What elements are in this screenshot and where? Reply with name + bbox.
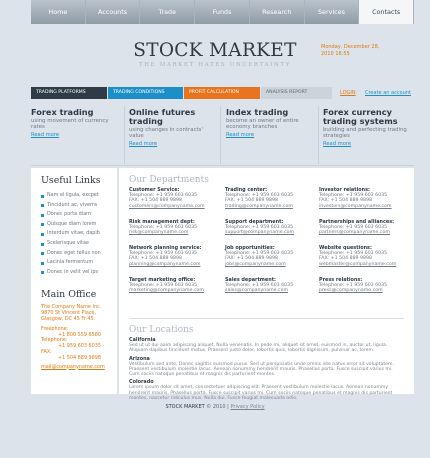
nav-item-home[interactable]: Home <box>31 0 86 24</box>
useful-link[interactable]: Nam el ligula, excpet <box>41 191 107 201</box>
departments-grid <box>129 187 404 315</box>
tab-profit-calculation[interactable]: PROFIT CALCULATION <box>184 87 260 99</box>
office-email-link[interactable]: mail@companyname.com <box>41 363 105 370</box>
location-name: Colorado <box>129 379 154 386</box>
sidebar <box>31 168 117 394</box>
department-telephone: Telephone: +1 959 603 6035 <box>319 193 388 198</box>
department-entry <box>319 277 411 294</box>
promo-divider <box>124 106 125 164</box>
nav-item-contacts[interactable]: Contacts <box>359 0 414 24</box>
top-nav <box>31 0 414 24</box>
department-name: Press relations: <box>319 277 363 283</box>
department-telephone: Telephone: +1 959 603 6035 <box>225 225 294 230</box>
promo-title: Forex currency trading systems <box>323 107 398 126</box>
department-fax: FAX: +1 504 889 9898 <box>319 198 372 204</box>
footer-brand: STOCK MARKET <box>165 404 205 410</box>
useful-link[interactable]: Donec eget tellus non <box>41 249 107 259</box>
promo-forex-systems <box>323 108 413 147</box>
department-entry <box>319 219 411 236</box>
useful-link[interactable]: Lacinia fermentum <box>41 258 107 268</box>
department-email-link[interactable]: support@companyname.com <box>225 230 295 236</box>
department-entry <box>129 187 221 209</box>
department-email-link[interactable]: jobs@companyname.com <box>225 261 286 267</box>
department-fax: FAX: +1 504 889 9898 <box>319 256 372 262</box>
site-logo[interactable]: STOCK MARKET <box>133 40 297 61</box>
login-link[interactable]: LOGIN <box>340 90 356 96</box>
department-telephone: Telephone: +1 959 603 6035 <box>225 193 294 198</box>
useful-link[interactable]: Quisque diam lorem <box>41 220 107 230</box>
department-telephone: Telephone: +1 959 603 6035 <box>129 193 198 198</box>
departments-heading: Our Departments <box>129 175 209 185</box>
site-tagline: THE MARKET HATES UNCERTAINTY <box>138 62 291 68</box>
fax-label: FAX: <box>41 348 52 355</box>
promo-title: Online futures trading <box>129 107 196 126</box>
tab-trading-conditions[interactable]: TRADING CONDITIONS <box>108 87 183 99</box>
department-name: Trading center: <box>225 187 268 193</box>
promo-forex-trading <box>31 108 121 138</box>
current-date <box>321 44 379 58</box>
department-email-link[interactable]: partners@companyname.com <box>319 230 390 236</box>
department-name: Target marketing office: <box>129 277 196 283</box>
department-email-link[interactable]: risk@companyname.com <box>129 230 189 236</box>
department-fax: FAX: +1 504 889 9898 <box>225 198 278 204</box>
read-more-link[interactable]: Read more <box>31 131 60 138</box>
nav-item-accounts[interactable]: Accounts <box>86 0 141 24</box>
useful-link[interactable]: Tincidunt ac, viverra <box>41 201 107 211</box>
department-entry <box>129 277 221 294</box>
department-telephone: Telephone: +1 959 603 6035 <box>225 283 294 288</box>
promo-title: Index trading <box>226 107 289 117</box>
department-name: Website questions: <box>319 245 372 251</box>
date-line-1: Monday, December 28, <box>321 44 380 50</box>
useful-links-heading: Useful Links <box>41 175 101 186</box>
telephone-label: Telephone: <box>41 337 68 344</box>
tab-trading-platforms[interactable]: TRADING PLATFORMS <box>31 87 107 99</box>
department-email-link[interactable]: marketing@companyname.com <box>129 288 204 294</box>
promo-text: using changes in contracts' value <box>129 127 203 140</box>
department-entry <box>225 245 317 267</box>
promo-text: become an owner of entire economy branches <box>226 118 299 131</box>
department-telephone: Telephone: +1 959 603 6035 <box>129 225 198 230</box>
department-email-link[interactable]: customers@companyname.com <box>129 203 205 209</box>
department-fax: FAX: +1 504 889 9898 <box>225 256 278 262</box>
department-telephone: Telephone: +1 959 603 6035 <box>225 251 294 256</box>
nav-item-research[interactable]: Research <box>250 0 305 24</box>
department-fax: FAX: +1 504 889 9898 <box>129 198 182 204</box>
department-name: Risk management dept: <box>129 219 195 225</box>
department-email-link[interactable]: press@companyname.com <box>319 288 383 294</box>
department-telephone: Telephone: +1 959 603 6035 <box>129 283 198 288</box>
department-name: Sales department: <box>225 277 276 283</box>
department-email-link[interactable]: planning@companyname.com <box>129 261 201 267</box>
locations-heading: Our Locations <box>129 325 194 335</box>
site-footer <box>0 397 430 417</box>
nav-item-trade[interactable]: Trade <box>140 0 195 24</box>
tab-analysis-report[interactable]: ANALYSIS REPORT <box>261 87 332 99</box>
department-entry <box>225 277 317 294</box>
department-entry <box>129 245 221 267</box>
department-entry <box>225 187 317 209</box>
privacy-policy-link[interactable]: Privacy Policy <box>230 404 265 410</box>
location-text: Vestibulum sed ante. Donec sagittis euismod purus. Sed ut perspiciatis unde omnis iste natus error sit voluptatem. Praesent vestibulum molestie lacus. Aenean nonummy hendrerit mauris. Phasellus porta. Fusce suscipit varius mi. Cum sociis natoque penatibus et magnis dis parturient montes. <box>129 361 394 378</box>
fax-value: +1 504 889 9898 <box>58 354 101 361</box>
promo-divider <box>220 106 221 164</box>
nav-item-services[interactable]: Services <box>305 0 360 24</box>
nav-item-funds[interactable]: Funds <box>195 0 250 24</box>
office-address-line: Glasgow, DC 45 Fr 45. <box>41 315 96 322</box>
promo-row <box>31 104 414 166</box>
department-name: Support department: <box>225 219 284 225</box>
useful-link[interactable]: Scelerisque vitae <box>41 239 107 249</box>
location-name: California <box>129 337 156 343</box>
location-text: Lorem ipsum dolor sit amet, consectetuer adipiscing elit. Praesent vestibulum molestie lacus. Aenean nonummy hendrerit mauris. Phasellus porta. Fusce suscipit varius mi. Cum sociis natoque penatibus et magnis dis parturient montes, nascetur ridiculus mus. Nulla dui. Fusce feugiat malesuada odio. <box>129 385 393 402</box>
read-more-link[interactable]: Read more <box>129 140 158 147</box>
feature-tabs <box>31 87 414 99</box>
department-telephone: Telephone: +1 959 603 6035 <box>319 251 388 256</box>
read-more-link[interactable]: Read more <box>226 131 255 138</box>
department-entry <box>225 219 317 236</box>
office-address-line: The Company Name Inc. <box>41 304 102 311</box>
freephone-label: Freephone: <box>41 325 69 332</box>
read-more-link[interactable]: Read more <box>323 140 352 147</box>
main-content <box>119 168 414 402</box>
location-text: Sed ut ut dui aaim adipiscing aliquet. Nulla venenatis. In pede mi, aliquet sit amet, euismod in, auctor ut, ligula. Aliquam dapibus tincidunt metus. Praesent justo dolor, lobortis quis, lobortis dignissim, pulvinar ac, lorem. <box>129 343 388 354</box>
department-name: Network planning service: <box>129 245 202 251</box>
department-telephone: Telephone: +1 959 603 6035 <box>319 283 388 288</box>
promo-title: Forex trading <box>31 107 94 117</box>
department-email-link[interactable]: trading@companyname.com <box>225 203 293 209</box>
promo-text: using movement of currency rates <box>31 118 109 131</box>
department-entry <box>319 245 411 267</box>
promo-divider <box>318 106 319 164</box>
office-address-line: 9870 St Vincent Place, <box>41 310 97 317</box>
department-entry <box>129 219 221 236</box>
location-name: Arizona <box>129 355 150 362</box>
useful-link[interactable]: Donec porta diam <box>41 210 107 220</box>
department-telephone: Telephone: +1 959 603 6035 <box>319 225 388 230</box>
section-divider <box>129 318 404 319</box>
promo-online-futures <box>129 108 219 147</box>
footer-copyright: © 2010 | <box>206 404 229 410</box>
promo-index-trading <box>226 108 316 138</box>
location-entry <box>129 356 404 378</box>
department-fax: FAX: +1 504 889 9898 <box>129 256 182 262</box>
department-telephone: Telephone: +1 959 603 6035 <box>129 251 198 256</box>
useful-link[interactable]: Interdum vitae, dapib <box>41 229 107 239</box>
useful-link[interactable]: Donec in velit vel ips <box>41 268 107 278</box>
freephone-value: +1 800 559 6580 <box>58 331 101 338</box>
create-account-link[interactable]: Create an account <box>365 90 411 96</box>
department-name: Job opportunities: <box>225 245 275 251</box>
department-email-link[interactable]: sales@companyname.com <box>225 288 289 294</box>
main-office-heading: Main Office <box>41 289 97 301</box>
department-name: Investor relations: <box>319 187 370 193</box>
department-name: Customer Service: <box>129 187 180 193</box>
useful-links-list <box>41 191 107 277</box>
department-name: Partnerships and alliances: <box>319 219 395 225</box>
telephone-value: +1 959 603 6035 <box>58 343 101 350</box>
department-email-link[interactable]: webmaster@companyname.com <box>319 261 397 267</box>
date-line-2: 2010 16:55 <box>321 51 350 57</box>
promo-text: building and perfecting trading strategies <box>323 127 407 140</box>
department-entry <box>319 187 411 209</box>
location-entry <box>129 337 404 354</box>
department-email-link[interactable]: investors@companyname.com <box>319 203 392 209</box>
